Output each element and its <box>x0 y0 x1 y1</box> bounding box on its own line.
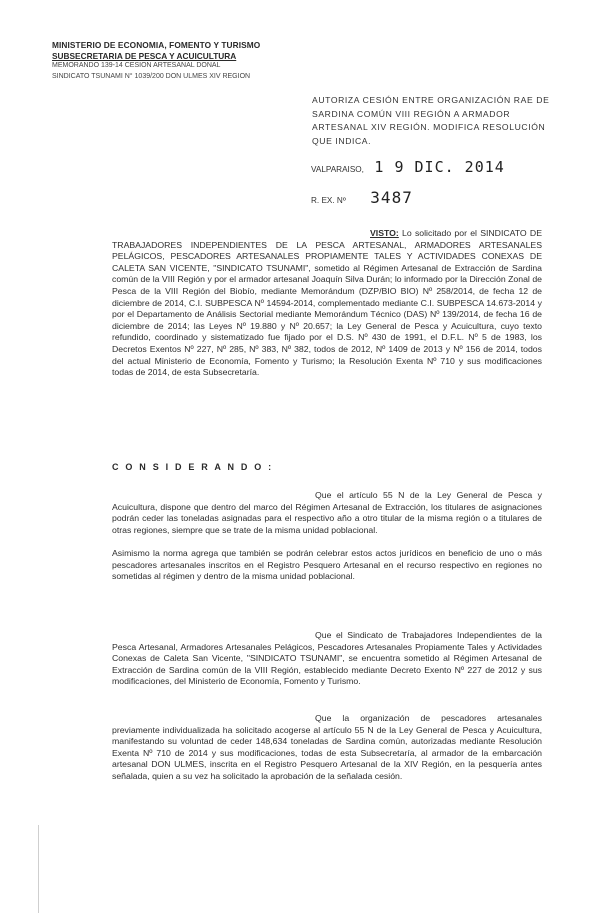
visto-paragraph <box>112 228 542 379</box>
letterhead <box>52 40 262 82</box>
date-line <box>311 158 505 177</box>
considerando-heading: C O N S I D E R A N D O : <box>112 462 274 472</box>
considerando-paragraph-3: Que la organización de pescadores artesanales previamente individualizada ha solicitado acogerse al artículo 55 N de la Ley General de Pesca y Acuicultura, manifestando su voluntad de ceder 148,634 toneladas de Sardina común, autorizadas mediante Resolución Exenta Nº 710 de 2014 y sus modificaciones, todas de esta Subsecretaría, al armador de la embarcación artesanal DON ULMES, inscrita en el Registro Pesquero Artesanal de la XIV Región, en la pesquería antes señalada, quien a su vez ha solicitado la aprobación de la señalada cesión. <box>112 713 542 781</box>
resolution-number: 3487 <box>370 188 413 207</box>
considerando-paragraph-1: Que el artículo 55 N de la Ley General de Pesca y Acuicultura, dispone que dentro del marco del Régimen Artesanal de Extracción, los titulares de asignaciones podrán ceder las toneladas asignadas para el respectivo año a otro titular de la misma región o a titulares de otras regiones, siempre que se trate de la misma unidad poblacional. <box>112 490 542 535</box>
visto-text: Lo solicitado por el SINDICATO DE TRABAJADORES INDEPENDIENTES DE LA PESCA ARTESANAL, ARMADORES ARTESANALES PELÁGICOS, PESCADORES ARTESANALES PROPIAMENTE TALES Y ACTIVIDADES CONEXAS DE CALETA SAN VICENTE, "SINDICATO TSUNAMI", sometido al Régimen Artesanal de Extracción de Sardina común de la VIII Región y por el armador artesanal Joaquín Silva Durán; lo informado por la Dirección Zonal de Pesca de la VIII Región del Biobío, mediante Memorándum (DZP/BIO BIO) Nº 258/2014, de fecha 12 de diciembre de 2014, C.I. SUBPESCA Nº 14594-2014, complementado mediante C.I. SUBPESCA 14.673-2014 y por el Departamento de Análisis Sectorial mediante Memorándum Técnico (DAS) Nº 139/2014, de fecha 16 de diciembre de 2014; las Leyes Nº 19.880 y Nº 20.657; la Ley General de Pesca y Acuicultura, cuyo texto refundido, coordinado y sistematizado fue fijado por el D.S. Nº 430 de 1991, el D.F.L. Nº 5 de 1983, los Decretos Exentos Nº 227, Nº 285, Nº 383, Nº 382, todos de 2012, Nº 1409 de 2013 y Nº 156 de 2014, todos del actual Ministerio de Economía, Fomento y Turismo; la Resolución Exenta Nº 710 y sus modificaciones todas de 2014, de esta Subsecretaría. <box>112 228 542 378</box>
resolution-number-line <box>311 188 413 208</box>
ministry-name: MINISTERIO DE ECONOMIA, FOMENTO Y TURISMO <box>52 40 261 50</box>
reference-line-1: MEMORANDO 139-14 CESION ARTESANAL DONAL <box>52 62 221 69</box>
considerando-paragraph-1b: Asimismo la norma agrega que también se podrán celebrar estos actos jurídicos en beneficio de uno o más pescadores artesanales inscritos en el Registro Pesquero Artesanal en el recurso respectivo en regiones no sometidas al régimen y dentro de la misma unidad poblacional. <box>112 548 542 582</box>
resolution-subject: AUTORIZA CESIÓN ENTRE ORGANIZACIÓN RAE DE SARDINA COMÚN VIII REGIÓN A ARMADOR ARTESANAL XIV REGIÓN. MODIFICA RESOLUCIÓN QUE INDICA. <box>312 95 550 146</box>
date-stamp: 1 9 DIC. 2014 <box>374 158 505 176</box>
subsecretaria-name: SUBSECRETARIA DE PESCA Y ACUICULTURA <box>52 50 237 61</box>
considerando-paragraph-2: Que el Sindicato de Trabajadores Independientes de la Pesca Artesanal, Armadores Artesanales Pelágicos, Pescadores Artesanales Propiamente Tales y Actividades Conexas de Caleta San Vicente, "SINDICATO TSUNAMI", se encuentra sometido al Régimen Artesanal de Extracción de Sardina común de la VIII Región, establecido mediante Decreto Exento Nº 227 de 2012 y sus modificaciones, del Ministerio de Economía, Fomento y Turismo. <box>112 630 542 687</box>
page-fold-mark <box>38 825 39 913</box>
visto-label: VISTO: <box>370 228 399 238</box>
resolution-number-label: R. EX. Nº <box>311 196 346 205</box>
date-label: VALPARAISO, <box>311 165 364 174</box>
reference-line-2: SINDICATO TSUNAMI N° 1039/200 DON ULMES XIV REGION <box>52 72 251 80</box>
